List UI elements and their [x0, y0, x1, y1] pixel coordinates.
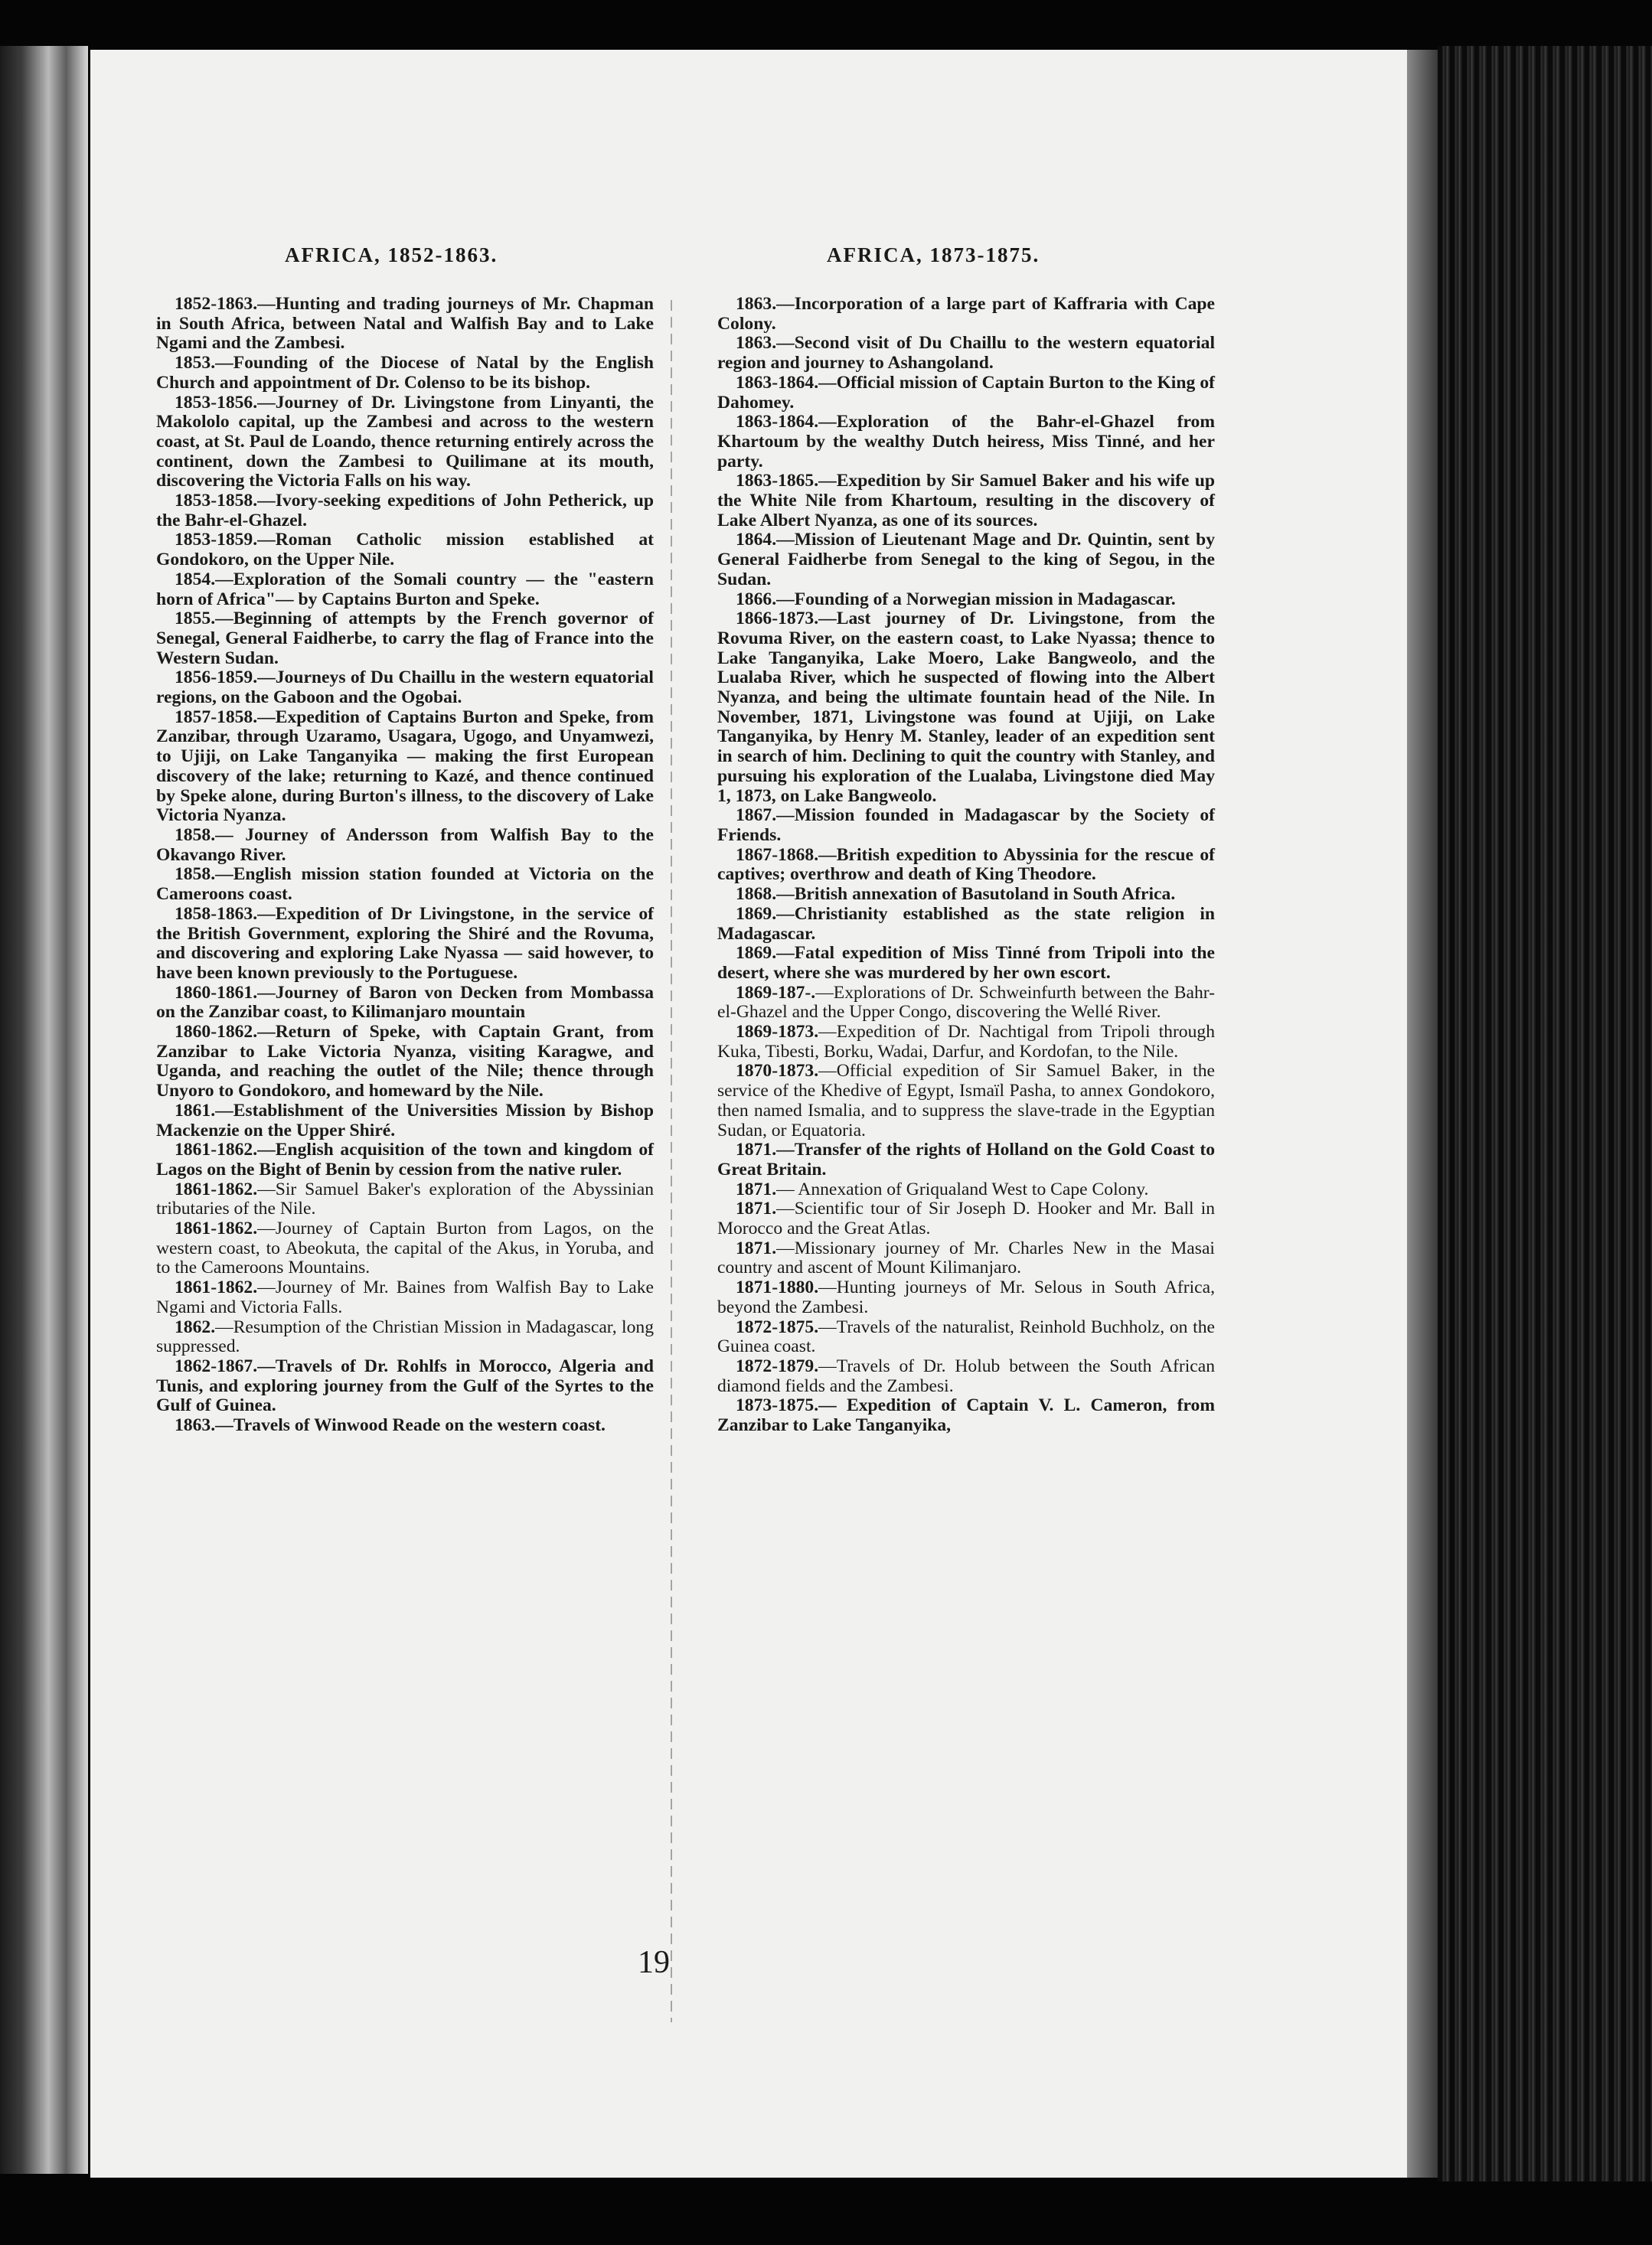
page-number: 19: [638, 1945, 670, 1980]
entry-date: 1860-1861.: [175, 982, 258, 1003]
entry-text: —Travels of Dr. Rohlfs in Morocco, Algeria and Tunis, and exploring journey from the Gulf of the Syrtes to the Gulf of Guinea.: [156, 1356, 654, 1416]
chronology-entry: [717, 1396, 1215, 1435]
entry-date: 1869.: [736, 943, 777, 964]
chronology-entry: [717, 1180, 1215, 1200]
chronology-entry: [717, 334, 1215, 373]
chronology-entry: [717, 1199, 1215, 1238]
entry-text: —Travels of Dr. Holub between the South African diamond fields and the Zambesi.: [717, 1356, 1215, 1396]
entry-date: 1863.: [175, 1415, 216, 1436]
entry-date: 1863-1864.: [736, 372, 819, 393]
chronology-entry: [717, 1023, 1215, 1062]
entry-date: 1853.: [175, 353, 216, 374]
chronology-entry: [156, 1219, 654, 1278]
entry-date: 1858.: [175, 824, 216, 845]
entry-date: 1861-1862.: [175, 1179, 258, 1199]
entry-date: 1871.: [736, 1199, 777, 1219]
entry-text: —British expedition to Abyssinia for the rescue of captives; overthrow and death of King Theodore.: [717, 844, 1215, 885]
chronology-entry: [156, 530, 654, 569]
entry-text: —Journey of Mr. Baines from Walfish Bay to Lake Ngami and Victoria Falls.: [156, 1277, 654, 1317]
entry-date: 1871.: [736, 1238, 777, 1258]
chronology-entry: [156, 1180, 654, 1219]
chronology-entry: [717, 984, 1215, 1023]
entry-date: 1857-1858.: [175, 706, 258, 727]
entry-text: —English acquisition of the town and kingdom of Lagos on the Bight of Benin by cession from the native ruler.: [156, 1140, 654, 1180]
entry-text: —Roman Catholic mission established at Gondokoro, on the Upper Nile.: [156, 530, 654, 570]
entry-text: —Christianity established as the state religion in Madagascar.: [717, 903, 1215, 944]
entry-date: 1860-1862.: [175, 1022, 258, 1043]
entry-date: 1861-1862.: [175, 1140, 258, 1160]
chronology-entry: [156, 1416, 654, 1436]
chronology-entry: [717, 1278, 1215, 1317]
entry-text: —Second visit of Du Chaillu to the western equatorial region and journey to Ashangoland.: [717, 333, 1215, 374]
entry-date: 1868.: [736, 884, 777, 905]
entry-date: 1869.: [736, 903, 777, 924]
chronology-entry: [717, 413, 1215, 472]
entry-date: 1872-1879.: [736, 1356, 819, 1376]
chronology-entry: [156, 1023, 654, 1101]
entry-date: 1871.: [736, 1140, 777, 1160]
column-divider: [671, 300, 672, 2022]
entry-text: —Last journey of Dr. Livingstone, from the Rovuma River, on the eastern coast, to Lake Nyassa; thence to Lake Tanganyika, Lake Moero, Lake Bangweolo, and the Lualaba River, which he suspected of flowing into the Albert Nyanza, and being the ultimate fountain head of the Nile. In November, 1871, Livingstone was found at Ujiji, on Lake Tanganyika, by Henry M. Stanley, leader of an expedition sent in search of him. Declining to quit the country with Stanley, and pursuing his exploration of the Lualaba, Livingstone died May 1, 1873, on Lake Bangweolo.: [717, 609, 1215, 806]
chronology-entry: [156, 491, 654, 530]
chronology-entry: [717, 806, 1215, 845]
right-column: [717, 295, 1215, 1436]
entry-date: 1858-1863.: [175, 903, 258, 924]
entry-date: 1855.: [175, 609, 216, 629]
chronology-entry: [717, 472, 1215, 530]
entry-text: —Establishment of the Universities Mission by Bishop Mackenzie on the Upper Shiré.: [156, 1100, 654, 1140]
entry-date: 1853-1856.: [175, 392, 258, 413]
entry-text: —Incorporation of a large part of Kaffraria with Cape Colony.: [717, 294, 1215, 334]
chronology-entry: [156, 1140, 654, 1180]
entry-date: 1863-1865.: [736, 471, 819, 491]
entry-text: —Return of Speke, with Captain Grant, from Zanzibar to Lake Victoria Nyanza, visiting Karagwe, and Uganda, and reaching the outlet of the Nile; thence through Unyoro to Gondokoro, and homeward by the Nile.: [156, 1022, 654, 1101]
entry-text: —Transfer of the rights of Holland on the Gold Coast to Great Britain.: [717, 1140, 1215, 1180]
chronology-entry: [717, 530, 1215, 589]
entry-text: —Journeys of Du Chaillu in the western equatorial regions, on the Gaboon and the Ogobai.: [156, 667, 654, 708]
entry-text: —Journey of Baron von Decken from Mombassa on the Zanzibar coast, to Kilimanjaro mountain: [156, 982, 654, 1023]
chronology-entry: [717, 1318, 1215, 1357]
entry-date: 1861-1862.: [175, 1219, 258, 1239]
entry-date: 1863-1864.: [736, 412, 819, 432]
entry-text: —Ivory-seeking expeditions of John Petherick, up the Bahr-el-Ghazel.: [156, 491, 654, 530]
entry-text: —Scientific tour of Sir Joseph D. Hooker and Mr. Ball in Morocco and the Great Atlas.: [717, 1199, 1215, 1239]
entry-text: —British annexation of Basutoland in South Africa.: [776, 884, 1176, 905]
entry-date: 1866.: [736, 589, 777, 609]
entry-date: 1867.: [736, 805, 777, 826]
entry-date: 1866-1873.: [736, 609, 819, 629]
entry-text: —Missionary journey of Mr. Charles New in the Masai country and ascent of Mount Kilimanjaro.: [717, 1238, 1215, 1278]
chronology-entry: [717, 374, 1215, 413]
entry-date: 1862-1867.: [175, 1356, 258, 1376]
entry-date: 1873-1875.: [736, 1395, 819, 1416]
entry-date: 1863.: [736, 294, 777, 314]
entry-text: —Hunting and trading journeys of Mr. Chapman in South Africa, between Natal and Walfish Bay and to Lake Ngami and the Zambesi.: [156, 294, 654, 354]
chronology-entry: [156, 826, 654, 865]
entry-date: 1853-1859.: [175, 530, 258, 550]
entry-text: —Mission of Lieutenant Mage and Dr. Quintin, sent by General Faidherbe from Senegal to the king of Segou, in the Sudan.: [717, 530, 1215, 589]
entry-text: —English mission station founded at Victoria on the Cameroons coast.: [156, 864, 654, 905]
entry-date: 1853-1858.: [175, 491, 258, 511]
entry-date: 1861-1862.: [175, 1277, 258, 1298]
page-shadow: [1407, 50, 1438, 2178]
entry-text: —Resumption of the Christian Mission in Madagascar, long suppressed.: [156, 1317, 654, 1357]
entry-date: 1862.: [175, 1317, 216, 1337]
entry-text: —Expedition of Dr. Nachtigal from Tripoli through Kuka, Tibesti, Borku, Wadai, Darfur, and Kordofan, to the Nile.: [717, 1022, 1215, 1062]
chronology-entry: [156, 865, 654, 904]
entry-date: 1869-187-.: [736, 982, 816, 1003]
chronology-entry: [717, 1140, 1215, 1180]
entry-text: — Journey of Andersson from Walfish Bay to the Okavango River.: [156, 824, 654, 865]
entry-text: —Exploration of the Somali country — the "eastern horn of Africa"— by Captains Burton and Speke.: [156, 569, 654, 609]
entry-date: 1854.: [175, 569, 216, 589]
entry-date: 1852-1863.: [175, 294, 258, 314]
running-head-left: AFRICA, 1852-1863.: [285, 243, 498, 266]
chronology-entry: [717, 295, 1215, 334]
entry-date: 1856-1859.: [175, 667, 258, 688]
entry-date: 1858.: [175, 864, 216, 885]
entry-text: —Mission founded in Madagascar by the Society of Friends.: [717, 805, 1215, 845]
chronology-entry: [717, 590, 1215, 610]
left-page-edge: [0, 46, 88, 2174]
chronology-entry: [717, 885, 1215, 905]
entry-text: — Expedition of Captain V. L. Cameron, from Zanzibar to Lake Tanganyika,: [717, 1395, 1215, 1436]
entry-text: —Explorations of Dr. Schweinfurth between the Bahr-el-Ghazel and the Upper Congo, discovering the Wellé River.: [717, 982, 1215, 1023]
book-edge: [1438, 46, 1652, 2181]
entry-text: — Annexation of Griqualand West to Cape Colony.: [776, 1179, 1149, 1199]
chronology-entry: [156, 354, 654, 393]
chronology-entry: [156, 393, 654, 492]
entry-date: 1867-1868.: [736, 844, 819, 865]
entry-date: 1864.: [736, 530, 777, 550]
entry-text: —Journey of Dr. Livingstone from Linyanti, the Makololo capital, up the Zambesi and across to the western coast, at St. Paul de Loando, thence returning entirely across the continent, down the Zambesi to Quilimane at its mouth, discovering the Victoria Falls on his way.: [156, 392, 654, 491]
chronology-entry: [156, 708, 654, 826]
entry-text: —Founding of a Norwegian mission in Madagascar.: [776, 589, 1176, 609]
entry-text: —Fatal expedition of Miss Tinné from Tripoli into the desert, where she was murdered by her own escort.: [717, 943, 1215, 983]
chronology-entry: [717, 1357, 1215, 1396]
left-column: [156, 295, 654, 1436]
entry-date: 1861.: [175, 1100, 216, 1121]
entry-text: —Travels of the naturalist, Reinhold Buchholz, on the Guinea coast.: [717, 1317, 1215, 1357]
entry-text: —Founding of the Diocese of Natal by the English Church and appointment of Dr. Colenso to be its bishop.: [156, 353, 654, 393]
chronology-entry: [156, 1278, 654, 1317]
entry-text: —Sir Samuel Baker's exploration of the Abyssinian tributaries of the Nile.: [156, 1179, 654, 1219]
running-head-right: AFRICA, 1873-1875.: [827, 243, 1040, 266]
entry-text: —Journey of Captain Burton from Lagos, on the western coast, to Abeokuta, the capital of the Akus, in Yoruba, and to the Cameroons Mountains.: [156, 1219, 654, 1278]
chronology-entry: [717, 609, 1215, 806]
chronology-entry: [156, 905, 654, 984]
chronology-entry: [156, 668, 654, 707]
entry-text: —Official expedition of Sir Samuel Baker, in the service of the Khedive of Egypt, Ismaïl Pasha, to annex Gondokoro, then named Ismalia, and to suppress the slave-trade in the Egyptian Sudan, or Equatoria.: [717, 1061, 1215, 1140]
entry-text: —Official mission of Captain Burton to the King of Dahomey.: [717, 372, 1215, 413]
chronology-entry: [717, 1062, 1215, 1140]
entry-text: —Beginning of attempts by the French governor of Senegal, General Faidherbe, to carry the flag of France into the Western Sudan.: [156, 609, 654, 668]
entry-date: 1863.: [736, 333, 777, 354]
entry-date: 1870-1873.: [736, 1061, 819, 1082]
entry-text: —Exploration of the Bahr-el-Ghazel from Khartoum by the wealthy Dutch heiress, Miss Tinné, and her party.: [717, 412, 1215, 472]
entry-date: 1871.: [736, 1179, 777, 1199]
entry-text: —Expedition of Dr Livingstone, in the service of the British Government, exploring the Shiré and the Rovuma, and discovering and exploring Lake Nyassa — said however, to have been known previously to the Portuguese.: [156, 903, 654, 983]
entry-text: —Expedition by Sir Samuel Baker and his wife up the White Nile from Khartoum, resulting in the discovery of Lake Albert Nyanza, as one of its sources.: [717, 471, 1215, 530]
chronology-entry: [156, 984, 654, 1023]
chronology-entry: [717, 846, 1215, 885]
chronology-entry: [156, 295, 654, 354]
entry-text: —Hunting journeys of Mr. Selous in South Africa, beyond the Zambesi.: [717, 1277, 1215, 1317]
entry-date: 1872-1875.: [736, 1317, 819, 1337]
chronology-entry: [156, 1357, 654, 1416]
entry-text: —Travels of Winwood Reade on the western coast.: [215, 1415, 606, 1436]
chronology-entry: [156, 1101, 654, 1140]
chronology-entry: [156, 1318, 654, 1357]
entry-date: 1869-1873.: [736, 1022, 819, 1043]
entry-date: 1871-1880.: [736, 1277, 819, 1298]
chronology-entry: [717, 905, 1215, 944]
chronology-entry: [717, 944, 1215, 983]
chronology-entry: [717, 1239, 1215, 1278]
chronology-entry: [156, 570, 654, 609]
chronology-entry: [156, 609, 654, 668]
entry-text: —Expedition of Captains Burton and Speke, from Zanzibar, through Uzaramo, Usagara, Ugogo, and Unyamwezi, to Ujiji, on Lake Tanganyika — making the first European discovery of the lake; returning to Kazé, and thence continued by Speke alone, during Burton's illness, to the discovery of Lake Victoria Nyanza.: [156, 706, 654, 826]
